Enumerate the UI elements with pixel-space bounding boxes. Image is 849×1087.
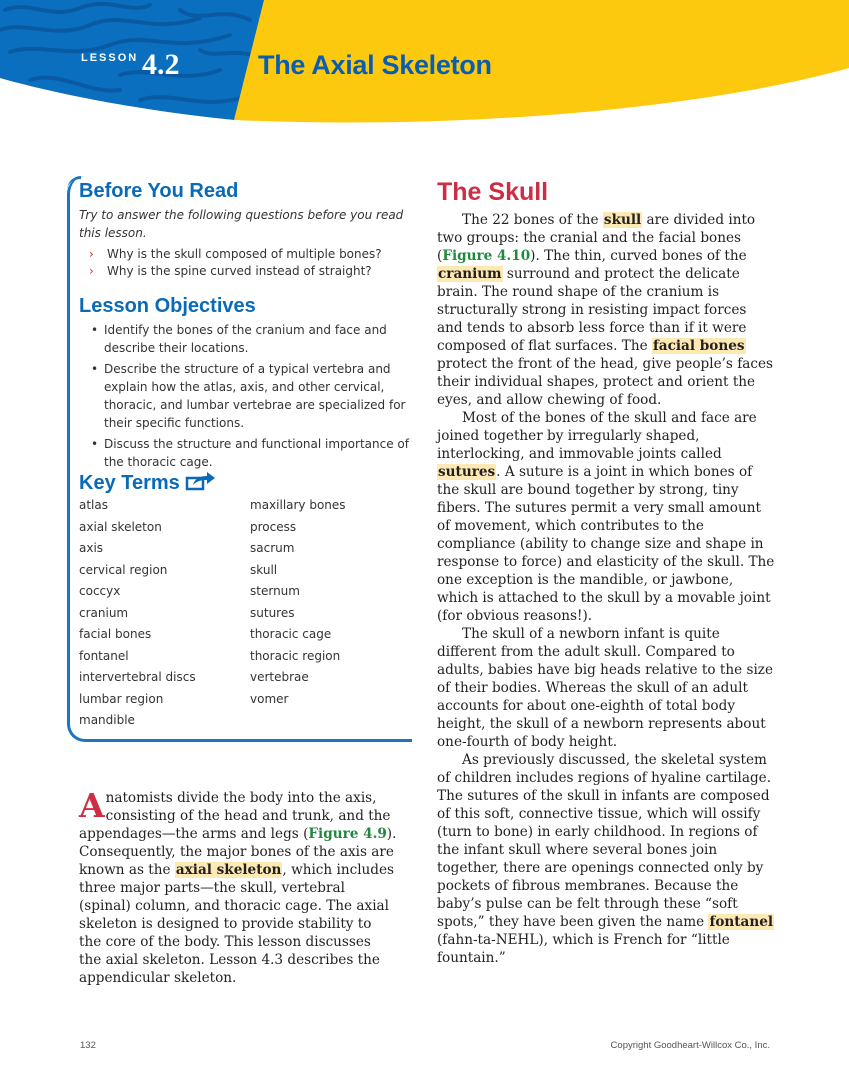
key-term: thoracic region bbox=[250, 648, 341, 663]
body-text: , which includes three major parts—the skull, vertebral (spinal) column, and thoracic cage. The axial skeleton is designed to provide stability to the core of the body. This lesson discusses the axial skeleton. Lesson 4.3 describes the appendicular skeleton. bbox=[79, 862, 395, 986]
figure-reference-link[interactable]: Figure 4.10 bbox=[442, 248, 531, 264]
skull-section-body bbox=[437, 211, 775, 967]
key-term: axial skeleton bbox=[79, 519, 162, 534]
body-text: are divided into two groups: the cranial and the facial bones ( bbox=[437, 212, 756, 264]
question-item bbox=[89, 246, 409, 263]
key-term-highlight: fontanel bbox=[709, 914, 774, 930]
body-text: The 22 bones of the bbox=[462, 212, 603, 228]
paragraph bbox=[437, 751, 775, 967]
objective-item: • Identify the bones of the cranium and face and describe their locations. bbox=[91, 323, 387, 355]
body-text: surround and protect the delicate brain. The round shape of the cranium is structurally strong in resisting impact forces and tends to absorb less force than if it were composed of flat surfaces. The bbox=[437, 266, 747, 354]
key-term: process bbox=[250, 519, 297, 534]
key-term-highlight: skull bbox=[603, 212, 642, 228]
objective-item: • Discuss the structure and functional importance of the thoracic cage. bbox=[91, 437, 409, 469]
key-term-highlight: cranium bbox=[438, 266, 502, 282]
before-you-read-section bbox=[79, 180, 409, 280]
key-term: vertebrae bbox=[250, 670, 309, 684]
key-terms-list bbox=[79, 495, 410, 732]
lesson-objectives-heading: Lesson Objectives bbox=[79, 295, 256, 317]
key-term: cervical region bbox=[79, 562, 168, 577]
body-text: protect the front of the head, give people’s faces their individual shapes, protect and orient the eyes, and allow chewing of food. bbox=[437, 356, 774, 408]
body-text: ). Consequently, the major bones of the axis are known as the bbox=[79, 826, 397, 878]
drop-cap: A bbox=[79, 786, 105, 825]
key-term-highlight: facial bones bbox=[652, 338, 745, 354]
key-terms-section bbox=[79, 470, 410, 732]
copyright: Copyright Goodheart-Willcox Co., Inc. bbox=[610, 1040, 770, 1051]
intro-paragraph bbox=[79, 786, 397, 987]
body-text: (fahn-ta-NEHL), which is French for “little fountain.” bbox=[437, 932, 730, 966]
before-you-read-intro: Try to answer the following questions before you read this lesson. bbox=[79, 208, 404, 240]
key-term: maxillary bones bbox=[250, 498, 346, 512]
key-term: sutures bbox=[250, 605, 295, 620]
page-number: 132 bbox=[80, 1040, 96, 1051]
paragraph bbox=[437, 625, 775, 751]
key-term: sternum bbox=[250, 584, 300, 598]
objective-item: • Describe the structure of a typical vertebra and explain how the atlas, axis, and other cervical, thoracic, and lumbar vertebrae are specialized for their specific functions. bbox=[91, 362, 406, 430]
key-term: thoracic cage bbox=[250, 627, 332, 641]
objective-text: Identify the bones of the cranium and face and describe their locations. bbox=[104, 323, 387, 355]
paragraph bbox=[437, 409, 775, 625]
key-term bbox=[250, 710, 410, 732]
paragraph bbox=[437, 211, 775, 409]
key-term: vomer bbox=[250, 691, 289, 706]
body-text: As previously discussed, the skeletal system of children includes regions of hyaline cartilage. The sutures of the skull in infants are composed of this soft, connective tissue, which will ossify (turn to bone) in early childhood. In regions of the infant skull where several bones join together, there are openings connected only by pockets of fibrous membranes. Because the baby’s pulse can be felt through these “soft spots,” they have been given the name bbox=[437, 752, 772, 930]
lesson-label: LESSON bbox=[81, 52, 139, 64]
key-term: fontanel bbox=[79, 648, 129, 663]
key-term: lumbar region bbox=[79, 691, 164, 706]
lesson-number: 4.2 bbox=[142, 48, 180, 81]
chevron-right-icon: › bbox=[89, 264, 94, 278]
question-item bbox=[89, 263, 409, 280]
key-term: intervertebral discs bbox=[79, 670, 196, 684]
key-term: axis bbox=[79, 541, 104, 555]
page-title: The Axial Skeleton bbox=[258, 50, 492, 80]
key-terms-title: Key Terms bbox=[79, 472, 180, 494]
objective-text: Describe the structure of a typical vertebra and explain how the atlas, axis, and other cervical, thoracic, and lumbar vertebrae are specialized for their specific functions. bbox=[104, 362, 406, 430]
key-term-highlight: axial skeleton bbox=[175, 862, 282, 878]
key-term: skull bbox=[250, 562, 278, 577]
key-terms-heading bbox=[79, 470, 410, 495]
chevron-right-icon: › bbox=[89, 247, 94, 261]
lesson-objectives-section bbox=[79, 295, 414, 474]
objective-text: Discuss the structure and functional importance of the thoracic cage. bbox=[104, 437, 409, 469]
before-you-read-heading: Before You Read bbox=[79, 180, 239, 202]
key-term: mandible bbox=[79, 713, 135, 727]
body-text: Most of the bones of the skull and face are joined together by irregularly shaped, interlocking, and immovable joints called bbox=[437, 410, 757, 462]
figure-reference-link[interactable]: Figure 4.9 bbox=[308, 826, 387, 842]
section-heading-skull: The Skull bbox=[437, 178, 549, 206]
body-text: The skull of a newborn infant is quite different from the adult skull. Compared to adults, babies have big heads relative to the size of their bodies. Whereas the skull of an adult accounts for about one-eighth of total body height, the skull of a newborn represents about one-fourth of body height. bbox=[437, 626, 774, 750]
key-term: sacrum bbox=[250, 541, 295, 555]
key-term-highlight: sutures bbox=[438, 464, 496, 480]
body-text: . A suture is a joint in which bones of the skull are bound together by strong, tiny fibers. The sutures permit a very small amount of movement, which contributes to the compliance (ability to change size and shape in response to force) and elasticity of the skull. The one exception is the mandible, or jawbone, which is attached to the skull by a movable joint (for obvious reasons!). bbox=[437, 464, 775, 624]
key-term: atlas bbox=[79, 498, 108, 512]
question-text: Why is the skull composed of multiple bones? bbox=[107, 247, 382, 261]
key-term: coccyx bbox=[79, 584, 121, 598]
question-text: Why is the spine curved instead of straight? bbox=[107, 264, 372, 278]
key-term: facial bones bbox=[79, 627, 152, 641]
external-link-icon[interactable] bbox=[185, 470, 217, 492]
body-text: ). The thin, curved bones of the bbox=[530, 248, 747, 264]
body-text: natomists divide the body into the axis, consisting of the head and trunk, and the appendages—the arms and legs ( bbox=[79, 790, 391, 842]
key-term: cranium bbox=[79, 605, 129, 620]
